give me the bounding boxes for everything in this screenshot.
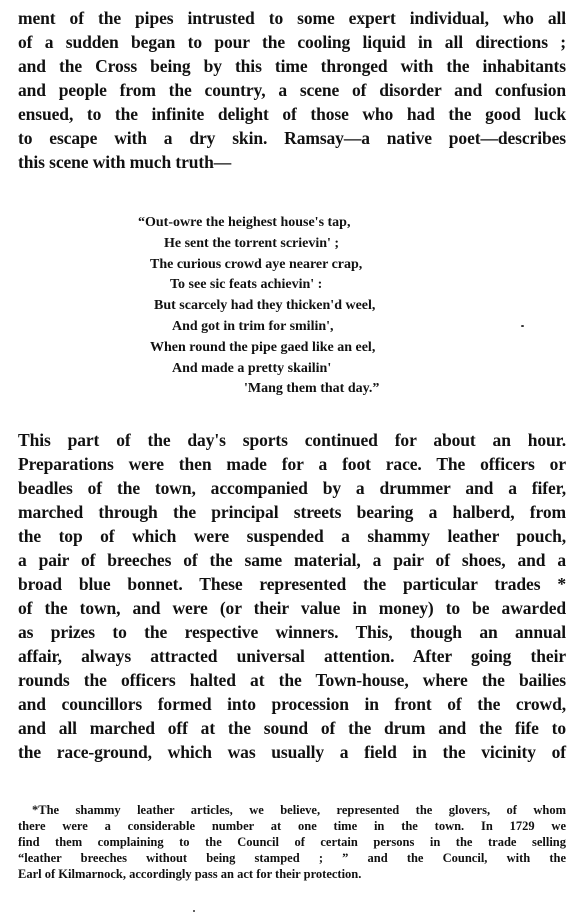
poem-line: 'Mang them that day.” — [244, 381, 380, 397]
text-line: and the Cross being by this time thronged with the inhabitants — [18, 56, 566, 76]
text-line: this scene with much truth— — [18, 152, 232, 172]
poem-line: When round the pipe gaed like an eel, — [150, 339, 376, 355]
footnote-line: “leather breeches without being stamped ; ” and the Council, with the — [18, 851, 566, 865]
paragraph-main — [18, 428, 566, 764]
footnote-line: *The shammy leather articles, we believe, represented the glovers, of whom — [32, 803, 566, 817]
text-line: as prizes to the respective winners. This, though an annual — [18, 622, 566, 642]
text-line: the race-ground, which was usually a field in the vicinity of — [18, 742, 566, 762]
text-line: marched through the principal streets bearing a halberd, from — [18, 502, 566, 522]
text-line: and all marched off at the sound of the drum and the fife to — [18, 718, 566, 738]
footnote-line: Earl of Kilmarnock, accordingly pass an act for their protection. — [18, 867, 362, 881]
poem-line: He sent the torrent scrievin' ; — [164, 235, 340, 251]
text-line: broad blue bonnet. These represented the particular trades * — [18, 574, 566, 594]
poem-line: The curious crowd aye nearer crap, — [150, 256, 363, 272]
poem-line: To see sic feats achievin' : — [170, 277, 323, 293]
text-line: beadles of the town, accompanied by a drummer and a fifer, — [18, 478, 566, 498]
print-speck — [193, 910, 195, 912]
print-speck — [521, 325, 524, 327]
text-line: Preparations were then made for a foot race. The officers or — [18, 454, 566, 474]
text-line: to escape with a dry skin. Ramsay—a native poet—describes — [18, 128, 566, 148]
text-line: ensued, to the infinite delight of those who had the good luck — [18, 104, 566, 124]
footnote-line: find them complaining to the Council of certain persons in the trade selling — [18, 835, 566, 849]
footnote-line: there were a considerable number at one time in the town. In 1729 we — [18, 819, 566, 833]
text-line: and councillors formed into procession in front of the crowd, — [18, 694, 566, 714]
poem-line: “Out-owre the heighest house's tap, — [138, 215, 351, 230]
text-line: This part of the day's sports continued for about an hour. — [18, 430, 566, 450]
text-line: ment of the pipes intrusted to some expert individual, who all — [18, 8, 566, 28]
text-line: affair, always attracted universal attention. After going their — [18, 646, 566, 666]
poem-line: But scarcely had they thicken'd weel, — [154, 298, 376, 314]
poem-line: And made a pretty skailin' — [172, 360, 332, 376]
paragraph-continuation — [18, 6, 566, 174]
text-line: the top of which were suspended a shammy leather pouch, — [18, 526, 566, 546]
poem-line: And got in trim for smilin', — [172, 318, 334, 334]
text-line: rounds the officers halted at the Town-house, where the bailies — [18, 670, 566, 690]
text-line: of a sudden began to pour the cooling liquid in all directions ; — [18, 32, 566, 52]
text-line: and people from the country, a scene of disorder and confusion — [18, 80, 566, 100]
footnote — [18, 802, 566, 882]
text-line: of the town, and were (or their value in money) to be awarded — [18, 598, 566, 618]
poem-quotation — [138, 213, 458, 400]
text-line: a pair of breeches of the same material, a pair of shoes, and a — [18, 550, 566, 570]
